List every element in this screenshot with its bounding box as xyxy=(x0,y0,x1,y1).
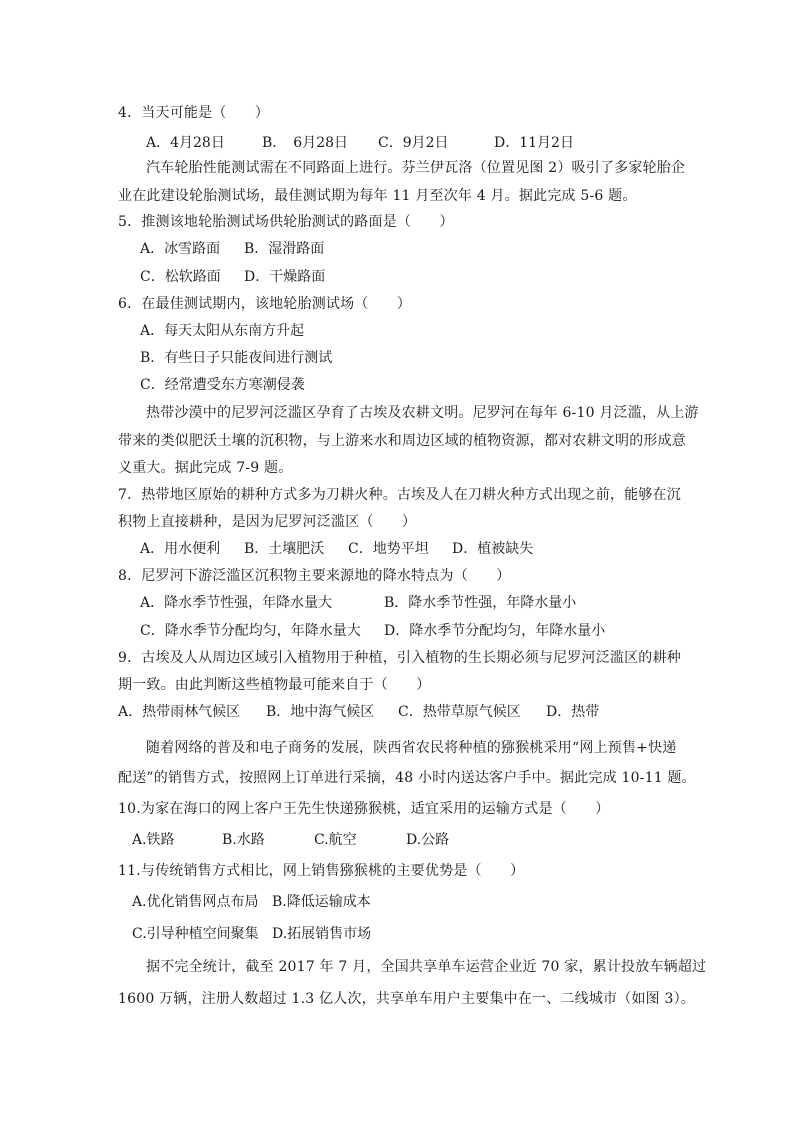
q10-option-d: D.公路 xyxy=(406,832,450,848)
question-4-stem: 4．当天可能是（ ） xyxy=(118,105,270,121)
q9-option-a: A．热带雨林气候区 xyxy=(118,704,241,720)
question-7-stem-line-1: 7．热带地区原始的耕种方式多为刀耕火种。古埃及人在刀耕火种方式出现之前，能够在沉 xyxy=(118,487,681,503)
q11-option-b: B.降低运输成本 xyxy=(272,894,371,910)
q9-option-b: B．地中海气候区 xyxy=(266,704,375,720)
q4-option-c: C．9月2日 xyxy=(378,135,449,151)
q11-option-d: D.拓展销售市场 xyxy=(272,926,372,942)
q8-option-a: A．降水季节性强，年降水量大 xyxy=(140,595,333,611)
q7-option-c: C．地势平坦 xyxy=(348,541,429,557)
q8-option-c: C．降水季节分配均匀，年降水量大 xyxy=(140,623,361,639)
q6-option-b: B．有些日子只能夜间进行测试 xyxy=(140,350,333,366)
intro-7-9-line-1: 热带沙漠中的尼罗河泛滥区孕育了古埃及农耕文明。尼罗河在每年 6-10 月泛滥，从上游 xyxy=(146,405,699,421)
q10-option-a: A.铁路 xyxy=(132,832,175,848)
question-9-stem-line-2: 期一致。由此判断这些植物最可能来自于（ ） xyxy=(118,677,431,693)
q5-option-b: B．湿滑路面 xyxy=(244,241,325,257)
q5-option-d: D．干燥路面 xyxy=(244,269,326,285)
intro-12-line-1: 据不完全统计，截至 2017 年 7 月，全国共享单车运营企业近 70 家，累计投放车辆超过 xyxy=(146,959,707,975)
q10-option-c: C.航空 xyxy=(314,832,357,848)
q6-option-c: C．经常遭受东方寒潮侵袭 xyxy=(140,377,305,393)
q4-option-a: A．4月28日 xyxy=(146,135,225,151)
q7-option-b: B．土壤肥沃 xyxy=(244,541,325,557)
question-5-stem: 5．推测该地轮胎测试场供轮胎测试的路面是（ ） xyxy=(118,214,454,230)
question-11-stem: 11.与传统销售方式相比，网上销售猕猴桃的主要优势是（ ） xyxy=(118,863,525,879)
intro-10-11-line-1: 随着网络的普及和电子商务的发展，陕西省农民将种植的猕猴桃采用“网上预售+快递 xyxy=(146,740,677,756)
q9-option-c: C．热带草原气候区 xyxy=(398,704,521,720)
q5-option-a: A．冰雪路面 xyxy=(140,241,221,257)
q9-option-d: D．热带 xyxy=(546,704,600,720)
q10-option-b: B.水路 xyxy=(222,832,265,848)
q5-option-c: C．松软路面 xyxy=(140,269,221,285)
q8-option-d: D．降水季节分配均匀，年降水量小 xyxy=(384,623,606,639)
intro-7-9-line-2: 带来的类似肥沃土壤的沉积物，与上游来水和周边区域的植物资源，都对农耕文明的形成意 xyxy=(118,433,686,449)
question-6-stem: 6．在最佳测试期内，该地轮胎测试场（ ） xyxy=(118,296,412,312)
q4-option-b: B． 6月28日 xyxy=(262,135,349,151)
intro-10-11-line-2: 配送”的销售方式，按照网上订单进行采摘，48 小时内送达客户手中。据此完成 10-11 题。 xyxy=(118,770,696,786)
intro-5-6-line-2: 业在此建设轮胎测试场，最佳测试期为每年 11 月至次年 4 月。据此完成 5-6 题。 xyxy=(118,188,637,204)
question-9-stem-line-1: 9．古埃及人从周边区域引入植物用于种植，引入植物的生长期必须与尼罗河泛滥区的耕种 xyxy=(118,650,681,666)
q4-option-d: D．11月2日 xyxy=(494,135,574,151)
q11-option-c: C.引导种植空间聚集 xyxy=(132,926,259,942)
q11-option-a: A.优化销售网点布局 xyxy=(132,894,259,910)
q7-option-a: A．用水便利 xyxy=(140,541,221,557)
intro-12-line-2: 1600 万辆，注册人数超过 1.3 亿人次，共享单车用户主要集中在一、二线城市（如图 3）。 xyxy=(118,991,695,1007)
intro-5-6-line-1: 汽车轮胎性能测试需在不同路面上进行。芬兰伊瓦洛（位置见图 2）吸引了多家轮胎企 xyxy=(146,160,686,176)
question-8-stem: 8．尼罗河下游泛滥区沉积物主要来源地的降水特点为（ ） xyxy=(118,568,511,584)
q7-option-d: D．植被缺失 xyxy=(452,541,534,557)
intro-7-9-line-3: 义重大。据此完成 7-9 题。 xyxy=(118,460,293,476)
question-7-stem-line-2: 积物上直接耕种，是因为尼罗河泛滥区（ ） xyxy=(118,514,417,530)
question-10-stem: 10.为家在海口的网上客户王先生快递猕猴桃，适宜采用的运输方式是（ ） xyxy=(118,801,610,817)
q6-option-a: A．每天太阳从东南方升起 xyxy=(140,323,305,339)
q8-option-b: B．降水季节性强，年降水量小 xyxy=(384,595,577,611)
